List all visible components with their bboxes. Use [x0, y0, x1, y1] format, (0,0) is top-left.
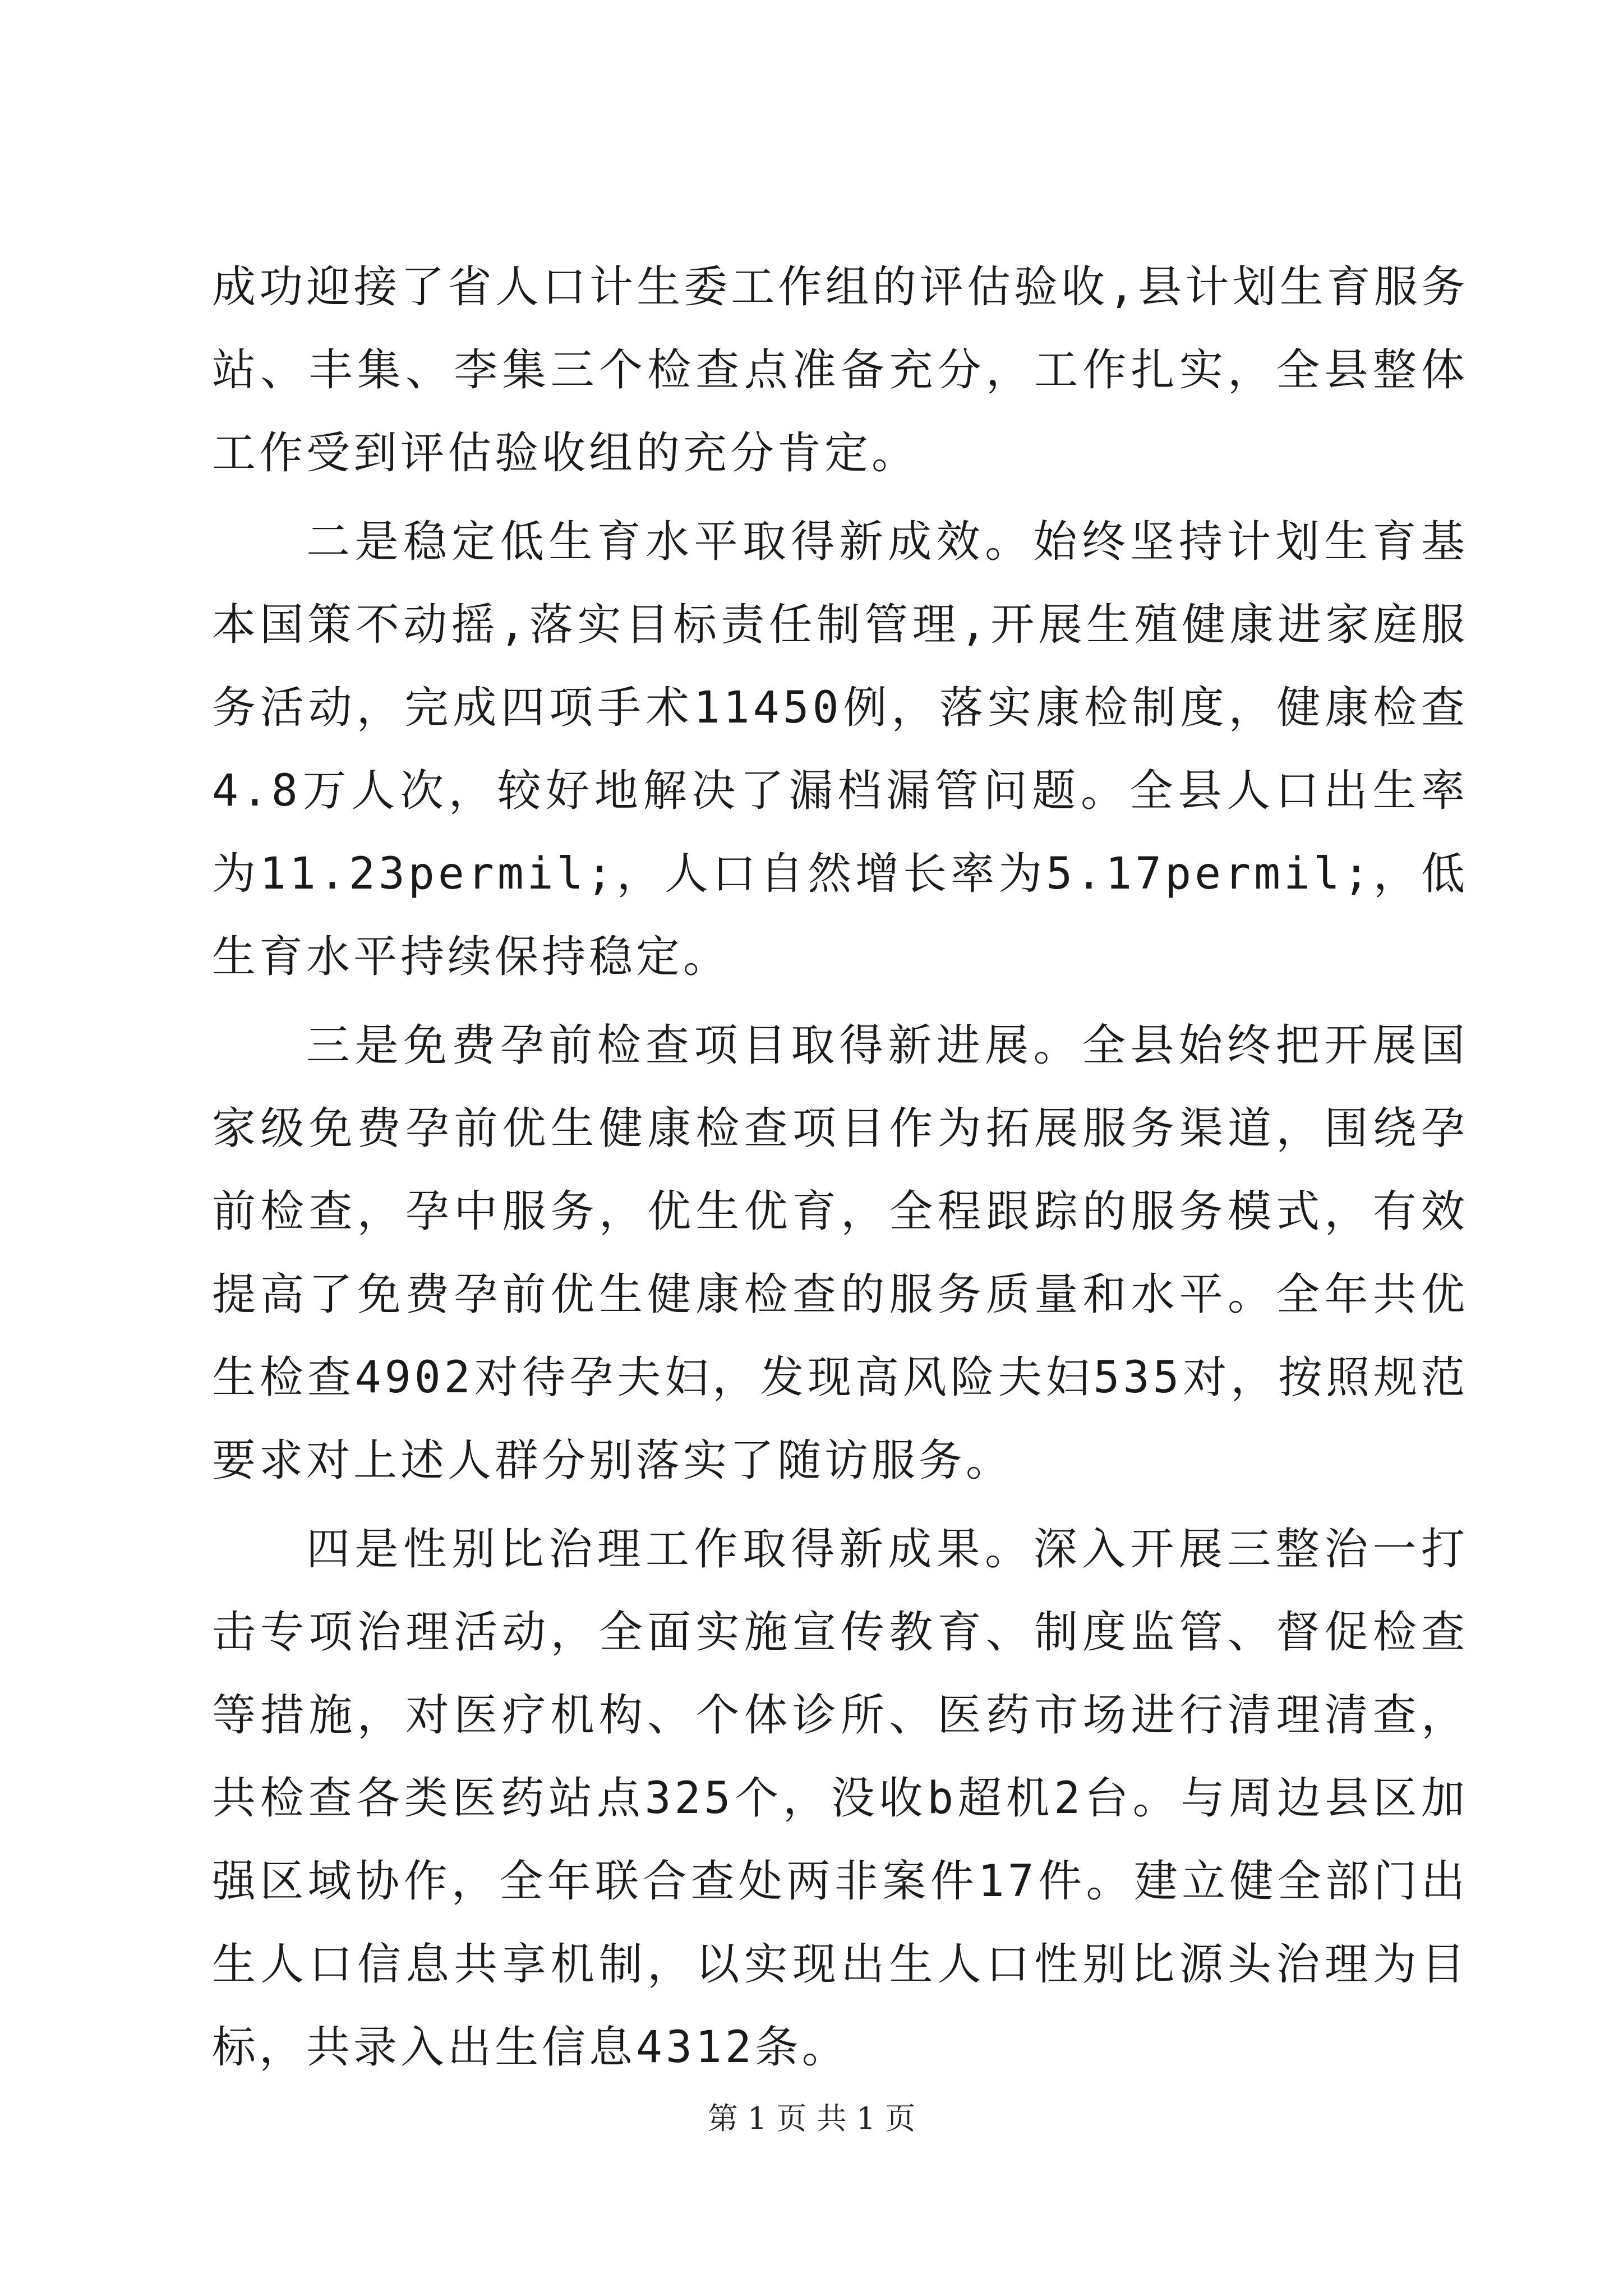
document-body	[212, 246, 1468, 2095]
paragraph-3: 三是免费孕前检查项目取得新进展。全县始终把开展国家级免费孕前优生健康检查项目作为拓展服务渠道，围绕孕前检查，孕中服务，优生优育，全程跟踪的服务模式，有效提高了免费孕前优生健康检查的服务质量和水平。全年共优生检查4902对待孕夫妇，发现高风险夫妇535对，按照规范要求对上述人群分别落实了随访服务。	[212, 1020, 1468, 1486]
paragraph-1: 成功迎接了省人口计生委工作组的评估验收,县计划生育服务站、丰集、李集三个检查点准备充分，工作扎实，全县整体工作受到评估验收组的充分肯定。	[212, 262, 1468, 478]
paragraph-4: 四是性别比治理工作取得新成果。深入开展三整治一打击专项治理活动，全面实施宣传教育、制度监管、督促检查等措施，对医疗机构、个体诊所、医药市场进行清理清查，共检查各类医药站点325个，没收b超机2台。与周边县区加强区域协作，全年联合查处两非案件17件。建立健全部门出生人口信息共享机制，以实现出生人口性别比源头治理为目标，共录入出生信息4312条。	[212, 1524, 1468, 2073]
page-footer: 第 1 页 共 1 页	[707, 2101, 916, 2136]
paragraph-2: 二是稳定低生育水平取得新成效。始终坚持计划生育基本国策不动摇,落实目标责任制管理,开展生殖健康进家庭服务活动，完成四项手术11450例，落实康检制度，健康检查4.8万人次，较好地解决了漏档漏管问题。全县人口出生率为11.23permil;，人口自然增长率为5.17permil;，低生育水平持续保持稳定。	[212, 517, 1468, 982]
